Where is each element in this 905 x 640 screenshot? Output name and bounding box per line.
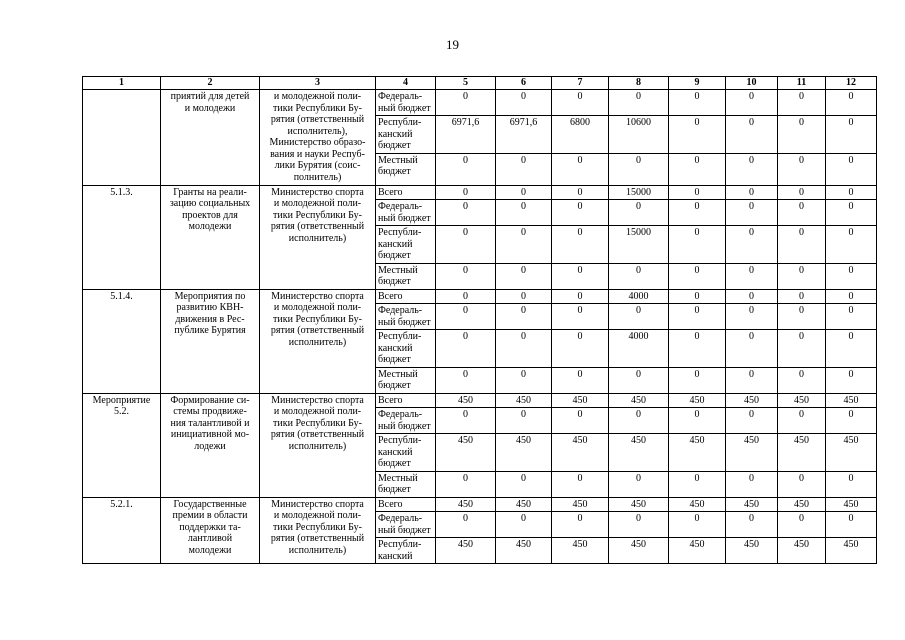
group-name-text: Мероприятия по развитию КВН- движения в Рес- публике Бурятия <box>174 290 246 336</box>
value-cell-col-5: 0 <box>436 185 496 200</box>
value-cell-col-6: 0 <box>496 263 552 289</box>
column-header-2: 2 <box>161 77 260 90</box>
group-name <box>161 90 260 186</box>
value-cell-col-5: 0 <box>436 367 496 393</box>
value-cell-col-8: 15000 <box>609 226 669 264</box>
funding-source <box>376 497 436 512</box>
value-cell-col-8: 450 <box>609 434 669 472</box>
group-id-text: Мероприятие 5.2. <box>92 394 151 417</box>
value-cell-col-6: 0 <box>496 90 552 116</box>
value-cell-col-12: 0 <box>826 289 877 304</box>
value-cell-col-9: 450 <box>669 434 726 472</box>
value-cell-col-10: 450 <box>726 393 778 408</box>
value-cell-col-11: 0 <box>778 289 826 304</box>
funding-source <box>376 90 436 116</box>
value-cell-col-11: 450 <box>778 497 826 512</box>
value-cell-col-7: 0 <box>552 185 609 200</box>
group-id <box>83 393 161 497</box>
value-cell-col-7: 0 <box>552 471 609 497</box>
value-cell-col-8: 0 <box>609 200 669 226</box>
page-number: 19 <box>446 37 459 52</box>
table-row <box>83 185 877 200</box>
value-cell-col-9: 0 <box>669 289 726 304</box>
value-cell-col-12: 0 <box>826 408 877 434</box>
value-cell-col-9: 450 <box>669 497 726 512</box>
value-cell-col-5: 0 <box>436 200 496 226</box>
value-cell-col-9: 450 <box>669 393 726 408</box>
group-executor <box>260 393 376 497</box>
value-cell-col-9: 0 <box>669 263 726 289</box>
value-cell-col-10: 0 <box>726 408 778 434</box>
column-header-9: 9 <box>669 77 726 90</box>
funding-source <box>376 471 436 497</box>
value-cell-col-10: 0 <box>726 471 778 497</box>
value-cell-col-12: 0 <box>826 90 877 116</box>
value-cell-col-7: 450 <box>552 538 609 564</box>
group-name <box>161 185 260 289</box>
value-cell-col-9: 0 <box>669 408 726 434</box>
value-cell-col-9: 450 <box>669 538 726 564</box>
value-cell-col-7: 0 <box>552 226 609 264</box>
value-cell-col-7: 0 <box>552 289 609 304</box>
funding-source-text: Федераль- ный бюджет <box>378 201 431 224</box>
funding-source-text: Федераль- ный бюджет <box>378 305 431 328</box>
value-cell-col-8: 0 <box>609 367 669 393</box>
value-cell-col-5: 0 <box>436 330 496 368</box>
value-cell-col-12: 0 <box>826 330 877 368</box>
funding-source <box>376 263 436 289</box>
value-cell-col-7: 0 <box>552 408 609 434</box>
value-cell-col-6: 0 <box>496 200 552 226</box>
value-cell-col-10: 0 <box>726 116 778 154</box>
value-cell-col-11: 0 <box>778 367 826 393</box>
funding-source <box>376 200 436 226</box>
table-row <box>83 289 877 304</box>
group-id <box>83 289 161 393</box>
value-cell-col-11: 0 <box>778 200 826 226</box>
value-cell-col-5: 450 <box>436 497 496 512</box>
value-cell-col-5: 450 <box>436 434 496 472</box>
column-header-11: 11 <box>778 77 826 90</box>
column-header-12: 12 <box>826 77 877 90</box>
value-cell-col-11: 0 <box>778 408 826 434</box>
value-cell-col-12: 0 <box>826 226 877 264</box>
value-cell-col-10: 0 <box>726 512 778 538</box>
value-cell-col-12: 450 <box>826 434 877 472</box>
column-header-7: 7 <box>552 77 609 90</box>
value-cell-col-5: 0 <box>436 471 496 497</box>
value-cell-col-10: 0 <box>726 330 778 368</box>
group-executor-text: Министерство спорта и молодежной поли- тики Республики Бу- рятия (ответственный исполнитель) <box>270 290 365 348</box>
value-cell-col-6: 0 <box>496 153 552 185</box>
value-cell-col-6: 450 <box>496 393 552 408</box>
column-header-5: 5 <box>436 77 496 90</box>
value-cell-col-12: 450 <box>826 497 877 512</box>
funding-source-text: Всего <box>378 186 403 198</box>
funding-source-text: Республи- канский бюджет <box>378 331 422 365</box>
value-cell-col-12: 0 <box>826 116 877 154</box>
value-cell-col-5: 0 <box>436 226 496 264</box>
value-cell-col-12: 0 <box>826 304 877 330</box>
funding-source-text: Республи- канский бюджет <box>378 435 422 469</box>
funding-source-text: Местный бюджет <box>378 154 418 177</box>
value-cell-col-11: 0 <box>778 304 826 330</box>
value-cell-col-7: 0 <box>552 367 609 393</box>
table-row <box>83 90 877 116</box>
value-cell-col-5: 0 <box>436 90 496 116</box>
value-cell-col-5: 450 <box>436 393 496 408</box>
value-cell-col-11: 0 <box>778 153 826 185</box>
value-cell-col-11: 0 <box>778 471 826 497</box>
value-cell-col-8: 0 <box>609 263 669 289</box>
value-cell-col-10: 450 <box>726 434 778 472</box>
value-cell-col-8: 0 <box>609 90 669 116</box>
value-cell-col-8: 4000 <box>609 330 669 368</box>
value-cell-col-7: 0 <box>552 263 609 289</box>
value-cell-col-12: 450 <box>826 538 877 564</box>
value-cell-col-11: 0 <box>778 90 826 116</box>
group-id <box>83 185 161 289</box>
value-cell-col-7: 0 <box>552 200 609 226</box>
table-row <box>83 393 877 408</box>
value-cell-col-12: 450 <box>826 393 877 408</box>
value-cell-col-10: 0 <box>726 153 778 185</box>
column-header-3: 3 <box>260 77 376 90</box>
value-cell-col-6: 0 <box>496 226 552 264</box>
value-cell-col-10: 0 <box>726 289 778 304</box>
table-header <box>83 77 877 90</box>
header-row <box>83 77 877 90</box>
value-cell-col-8: 4000 <box>609 289 669 304</box>
value-cell-col-8: 450 <box>609 393 669 408</box>
value-cell-col-8: 0 <box>609 153 669 185</box>
value-cell-col-8: 0 <box>609 408 669 434</box>
value-cell-col-9: 0 <box>669 512 726 538</box>
funding-source <box>376 408 436 434</box>
value-cell-col-12: 0 <box>826 185 877 200</box>
value-cell-col-10: 0 <box>726 263 778 289</box>
value-cell-col-6: 0 <box>496 471 552 497</box>
value-cell-col-11: 0 <box>778 512 826 538</box>
group-executor <box>260 90 376 186</box>
value-cell-col-9: 0 <box>669 200 726 226</box>
value-cell-col-10: 0 <box>726 90 778 116</box>
group-id <box>83 90 161 186</box>
group-executor-text: Министерство спорта и молодежной поли- тики Республики Бу- рятия (ответственный исполнитель) <box>270 498 365 556</box>
funding-source-text: Местный бюджет <box>378 264 418 287</box>
value-cell-col-6: 0 <box>496 304 552 330</box>
value-cell-col-5: 0 <box>436 263 496 289</box>
column-header-10: 10 <box>726 77 778 90</box>
column-header-8: 8 <box>609 77 669 90</box>
value-cell-col-9: 0 <box>669 471 726 497</box>
funding-source-text: Республи- канский бюджет <box>378 227 422 261</box>
value-cell-col-7: 0 <box>552 512 609 538</box>
value-cell-col-8: 0 <box>609 471 669 497</box>
funding-source <box>376 289 436 304</box>
value-cell-col-5: 0 <box>436 408 496 434</box>
value-cell-col-8: 450 <box>609 497 669 512</box>
group-name <box>161 393 260 497</box>
value-cell-col-10: 450 <box>726 538 778 564</box>
group-id-text: 5.1.3. <box>110 186 133 198</box>
funding-source <box>376 226 436 264</box>
value-cell-col-11: 0 <box>778 226 826 264</box>
funding-source <box>376 330 436 368</box>
value-cell-col-12: 0 <box>826 367 877 393</box>
funding-source-text: Федераль- ный бюджет <box>378 409 431 432</box>
value-cell-col-12: 0 <box>826 263 877 289</box>
value-cell-col-10: 0 <box>726 226 778 264</box>
value-cell-col-6: 0 <box>496 367 552 393</box>
column-header-1: 1 <box>83 77 161 90</box>
value-cell-col-6: 0 <box>496 289 552 304</box>
funding-source <box>376 304 436 330</box>
value-cell-col-6: 450 <box>496 434 552 472</box>
funding-source <box>376 116 436 154</box>
value-cell-col-7: 6800 <box>552 116 609 154</box>
group-name-text: Государственные премии в области поддержки та- лантливой молодежи <box>172 498 248 556</box>
value-cell-col-9: 0 <box>669 304 726 330</box>
value-cell-col-5: 450 <box>436 538 496 564</box>
value-cell-col-10: 0 <box>726 185 778 200</box>
value-cell-col-5: 0 <box>436 289 496 304</box>
funding-source <box>376 153 436 185</box>
value-cell-col-11: 450 <box>778 538 826 564</box>
group-name-text: Формирование си- стемы продвиже- ния талантливой и инициативной мо- лодежи <box>170 394 250 452</box>
funding-source <box>376 185 436 200</box>
group-executor-text: и молодежной поли- тики Республики Бу- рятия (ответственный исполнитель), Министерство образо- вания и науки Респуб- лики Бурятия (соис- полнитель) <box>269 91 366 183</box>
funding-source <box>376 434 436 472</box>
value-cell-col-6: 0 <box>496 408 552 434</box>
value-cell-col-9: 0 <box>669 90 726 116</box>
funding-source-text: Федераль- ный бюджет <box>378 513 431 536</box>
value-cell-col-11: 0 <box>778 330 826 368</box>
group-executor <box>260 289 376 393</box>
value-cell-col-6: 0 <box>496 512 552 538</box>
table-row <box>83 497 877 512</box>
value-cell-col-5: 0 <box>436 304 496 330</box>
group-name-text: Гранты на реали- зацию социальных проектов для молодежи <box>169 186 251 232</box>
value-cell-col-9: 0 <box>669 185 726 200</box>
funding-source <box>376 538 436 564</box>
value-cell-col-9: 0 <box>669 367 726 393</box>
value-cell-col-9: 0 <box>669 226 726 264</box>
value-cell-col-11: 450 <box>778 434 826 472</box>
value-cell-col-9: 0 <box>669 116 726 154</box>
value-cell-col-10: 0 <box>726 304 778 330</box>
funding-source-text: Всего <box>378 498 403 510</box>
value-cell-col-8: 450 <box>609 538 669 564</box>
value-cell-col-7: 0 <box>552 330 609 368</box>
budget-table <box>82 76 877 564</box>
funding-source <box>376 367 436 393</box>
value-cell-col-12: 0 <box>826 200 877 226</box>
group-executor <box>260 185 376 289</box>
value-cell-col-12: 0 <box>826 153 877 185</box>
group-executor-text: Министерство спорта и молодежной поли- тики Республики Бу- рятия (ответственный исполнитель) <box>270 186 365 244</box>
group-id-text: 5.1.4. <box>110 290 133 302</box>
group-name-text: приятий для детей и молодежи <box>170 91 250 114</box>
value-cell-col-5: 6971,6 <box>436 116 496 154</box>
funding-source-text: Местный бюджет <box>378 368 418 391</box>
group-id-text: 5.2.1. <box>110 498 133 510</box>
funding-source-text: Всего <box>378 394 403 406</box>
value-cell-col-9: 0 <box>669 330 726 368</box>
value-cell-col-7: 450 <box>552 434 609 472</box>
value-cell-col-8: 0 <box>609 304 669 330</box>
value-cell-col-11: 450 <box>778 393 826 408</box>
value-cell-col-11: 0 <box>778 185 826 200</box>
value-cell-col-11: 0 <box>778 263 826 289</box>
group-executor <box>260 497 376 564</box>
value-cell-col-7: 0 <box>552 153 609 185</box>
funding-source-text: Местный бюджет <box>378 472 418 495</box>
funding-source <box>376 512 436 538</box>
value-cell-col-11: 0 <box>778 116 826 154</box>
value-cell-col-8: 15000 <box>609 185 669 200</box>
column-header-4: 4 <box>376 77 436 90</box>
funding-source <box>376 393 436 408</box>
value-cell-col-8: 10600 <box>609 116 669 154</box>
value-cell-col-7: 0 <box>552 304 609 330</box>
value-cell-col-12: 0 <box>826 512 877 538</box>
funding-source-text: Республи- канский бюджет <box>378 117 422 151</box>
group-executor-text: Министерство спорта и молодежной поли- тики Республики Бу- рятия (ответственный исполнитель) <box>270 394 365 452</box>
value-cell-col-10: 450 <box>726 497 778 512</box>
value-cell-col-6: 450 <box>496 538 552 564</box>
value-cell-col-6: 6971,6 <box>496 116 552 154</box>
funding-source-text: Всего <box>378 290 403 302</box>
value-cell-col-12: 0 <box>826 471 877 497</box>
value-cell-col-6: 0 <box>496 330 552 368</box>
value-cell-col-8: 0 <box>609 512 669 538</box>
value-cell-col-10: 0 <box>726 367 778 393</box>
column-header-6: 6 <box>496 77 552 90</box>
value-cell-col-10: 0 <box>726 200 778 226</box>
value-cell-col-5: 0 <box>436 153 496 185</box>
value-cell-col-6: 0 <box>496 185 552 200</box>
value-cell-col-5: 0 <box>436 512 496 538</box>
value-cell-col-6: 450 <box>496 497 552 512</box>
group-name <box>161 289 260 393</box>
value-cell-col-7: 450 <box>552 393 609 408</box>
group-id <box>83 497 161 564</box>
value-cell-col-7: 450 <box>552 497 609 512</box>
value-cell-col-9: 0 <box>669 153 726 185</box>
funding-source-text: Республи- канский <box>378 539 422 562</box>
group-name <box>161 497 260 564</box>
funding-source-text: Федераль- ный бюджет <box>378 91 431 114</box>
value-cell-col-7: 0 <box>552 90 609 116</box>
table-body <box>83 90 877 564</box>
